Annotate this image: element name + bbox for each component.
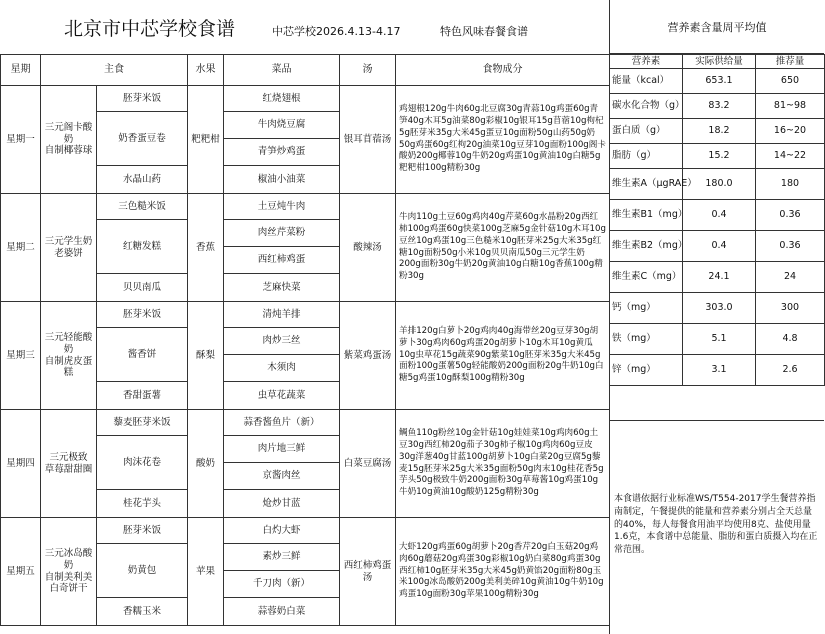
nutrition-name: 维生素B2（mg） (610, 231, 683, 262)
nutrition-name: 脂肪（g） (610, 144, 683, 169)
nut-col-recommended: 推荐量 (756, 55, 825, 69)
col-header-fruit: 水果 (188, 55, 224, 86)
dish-item: 青笋炒鸡蛋 (224, 139, 340, 166)
nutrition-name: 铁（mg） (610, 324, 683, 355)
staple-item: 水晶山药 (97, 166, 188, 194)
staple-item: 三色糙米饭 (97, 194, 188, 220)
nutrition-row (610, 200, 825, 231)
dish-item: 木须肉 (224, 355, 340, 382)
nutrition-title: 营养素含量周平均值 (609, 0, 824, 54)
nutrition-actual: 18.2 (683, 119, 756, 144)
menu-row (1, 194, 610, 220)
dish-item: 素炒三鲜 (224, 544, 340, 571)
soup-cell: 紫菜鸡蛋汤 (340, 302, 396, 410)
page-title: 北京市中芯学校食谱 (64, 18, 236, 40)
nutrition-actual: 24.1 (683, 262, 756, 293)
menu-row (1, 410, 610, 436)
staple-item: 酱香饼 (97, 328, 188, 382)
nutrition-row (610, 262, 825, 293)
nutrition-actual: 0.4 (683, 231, 756, 262)
weekly-menu-table (0, 54, 610, 626)
day-label: 星期四 (1, 410, 41, 518)
nutrition-header-row (610, 55, 825, 69)
dish-item: 西红柿鸡蛋 (224, 247, 340, 274)
nut-col-nutrient: 营养素 (610, 55, 683, 69)
nutrition-recommended: 2.6 (756, 355, 825, 386)
nutrition-name: 维生素B1（mg） (610, 200, 683, 231)
nutrition-table (609, 54, 825, 386)
col-header-dish: 菜品 (224, 55, 340, 86)
nutrition-recommended: 16~20 (756, 119, 825, 144)
nutrition-actual: 15.2 (683, 144, 756, 169)
soup-cell: 银耳苜蓿汤 (340, 86, 396, 194)
dish-item: 虫草花蔬菜 (224, 382, 340, 410)
nutrition-name: 维生素A（μgRAE） (610, 169, 683, 200)
staple-item: 胚芽米饭 (97, 86, 188, 112)
nutrition-row (610, 355, 825, 386)
dish-item: 炝炒甘蓝 (224, 490, 340, 518)
dish-item: 白灼大虾 (224, 518, 340, 544)
nutrition-recommended: 300 (756, 293, 825, 324)
snack-cell: 三元冰岛酸奶 自制美利美 白奇饼干 (41, 518, 97, 626)
day-label: 星期一 (1, 86, 41, 194)
soup-cell: 白菜豆腐汤 (340, 410, 396, 518)
nutrition-row (610, 293, 825, 324)
dish-item: 蒜香酱鱼片（新） (224, 410, 340, 436)
nutrition-actual: 653.1 (683, 69, 756, 94)
nutrition-row (610, 144, 825, 169)
ingredients-cell: 鲷鱼110g粉丝10g金针菇10g娃娃菜10g鸡肉60g土豆30g西红柿20g茄子30g柿子椒10g鸡肉60g豆皮30g洋葱40g甘蓝100g胡萝卜10g白菜20g豆腐5g藜麦15g胚芽米25g大米35g面粉50g肉末10g桂花香5g芋头50g极致牛奶200g面粉30g草莓酱10g鸡蛋10g牛奶10g黄油10g酸奶125g精粉30g (396, 410, 610, 518)
snack-cell: 三元阁卡酸奶 自制椰蓉球 (41, 86, 97, 194)
fruit-cell: 苹果 (188, 518, 224, 626)
menu-row (1, 86, 610, 112)
nutrition-actual: 0.4 (683, 200, 756, 231)
soup-cell: 酸辣汤 (340, 194, 396, 302)
nutrition-actual: 3.1 (683, 355, 756, 386)
dish-item: 土豆炖牛肉 (224, 194, 340, 220)
fruit-cell: 酸奶 (188, 410, 224, 518)
snack-cell: 三元轻能酸奶 自制虎皮蛋糕 (41, 302, 97, 410)
menu-period: 中芯学校2026.4.13-4.17 (272, 25, 401, 38)
dish-item: 肉丝芹菜粉 (224, 220, 340, 247)
nutrition-actual: 5.1 (683, 324, 756, 355)
nutrition-name: 蛋白质（g） (610, 119, 683, 144)
day-label: 星期五 (1, 518, 41, 626)
dish-item: 牛肉烧豆腐 (224, 112, 340, 139)
nutrition-recommended: 24 (756, 262, 825, 293)
nutrition-row (610, 324, 825, 355)
nutrition-note: 本食谱依据行业标准WS/T554-2017学生餐营养指南制定，午餐提供的能量和营养素分别占全天总量的40%，每人每餐食用油平均使用8克、盐使用量1.6克，本食谱中总能量、脂肪和蛋白质摄入均在正常范围。 (609, 420, 824, 634)
day-label: 星期二 (1, 194, 41, 302)
dish-item: 红烧翅根 (224, 86, 340, 112)
col-header-day: 星期 (1, 55, 41, 86)
nutrition-name: 能量（kcal） (610, 69, 683, 94)
staple-item: 藜麦胚芽米饭 (97, 410, 188, 436)
staple-item: 奶香蛋豆卷 (97, 112, 188, 166)
nutrition-recommended: 180 (756, 169, 825, 200)
nutrition-actual: 180.0 (683, 169, 756, 200)
staple-item: 奶黄包 (97, 544, 188, 598)
nutrition-name: 钙（mg） (610, 293, 683, 324)
nutrition-recommended: 0.36 (756, 231, 825, 262)
nutrition-actual: 83.2 (683, 94, 756, 119)
staple-item: 胚芽米饭 (97, 518, 188, 544)
ingredients-cell: 羊排120g白萝卜20g鸡肉40g海带丝20g豆芽30g胡萝卜30g鸡肉60g鸡蛋20g胡萝卜10g木耳10g黄瓜10g虫草花15g蔬菜90g紫菜10g胚芽米35g大米45g面粉100g蛋薯50g轻能酸奶200g面粉20g牛奶10g白糖5g鸡蛋10g酥梨100g精粉30g (396, 302, 610, 410)
ingredients-cell: 牛肉110g土豆60g鸡肉40g芹菜60g水晶粉20g西红柿100g鸡蛋60g快菜100g芝麻5g金针菇10g木耳10g豆丝10g鸡蛋10g三色糙米10g胚芽米25g大米35g红糖10g面粉50g小米10g贝贝南瓜50g三元学生奶200g面粉30g牛奶20g黄油10g白糖10g香蕉100g精粉30g (396, 194, 610, 302)
col-header-staple: 主食 (41, 55, 188, 86)
col-header-ingredients: 食物成分 (396, 55, 610, 86)
staple-item: 肉沫花卷 (97, 436, 188, 490)
nutrition-name: 碳水化合物（g） (610, 94, 683, 119)
dish-item: 蒜蓉奶白菜 (224, 598, 340, 626)
menu-header-row (1, 55, 610, 86)
ingredients-cell: 大虾120g鸡蛋60g胡萝卜20g香芹20g白玉菇20g鸡肉60g蘑菇20g鸡蛋30g彩椒10g奶白菜80g鸡蛋30g西红柿10g胚芽米35g大米45g奶黄馅20g面粉80g玉米100g冰岛酸奶200g美利美碎10g黄油10g牛奶10g鸡蛋10g面粉30g苹果100g精粉30g (396, 518, 610, 626)
dish-item: 京酱肉丝 (224, 463, 340, 490)
nutrition-row (610, 119, 825, 144)
nutrition-row (610, 169, 825, 200)
dish-item: 肉炒三丝 (224, 328, 340, 355)
nutrition-recommended: 81~98 (756, 94, 825, 119)
nutrition-recommended: 4.8 (756, 324, 825, 355)
col-header-soup: 汤 (340, 55, 396, 86)
staple-item: 贝贝南瓜 (97, 274, 188, 302)
staple-item: 香糯玉米 (97, 598, 188, 626)
soup-cell: 西红柿鸡蛋汤 (340, 518, 396, 626)
snack-cell: 三元学生奶 老婆饼 (41, 194, 97, 302)
snack-cell: 三元极致 草莓甜甜圈 (41, 410, 97, 518)
nutrition-name: 维生素C（mg） (610, 262, 683, 293)
staple-item: 红糖发糕 (97, 220, 188, 274)
fruit-cell: 粑粑柑 (188, 86, 224, 194)
nut-col-actual: 实际供给量 (683, 55, 756, 69)
nutrition-row (610, 231, 825, 262)
nutrition-row (610, 69, 825, 94)
dish-item: 椒油小油菜 (224, 166, 340, 194)
nutrition-recommended: 650 (756, 69, 825, 94)
fruit-cell: 酥梨 (188, 302, 224, 410)
dish-item: 肉片地三鲜 (224, 436, 340, 463)
nutrition-recommended: 14~22 (756, 144, 825, 169)
dish-item: 芝麻快菜 (224, 274, 340, 302)
staple-item: 桂花芋头 (97, 490, 188, 518)
dish-item: 千刀肉（新） (224, 571, 340, 598)
nutrition-actual: 303.0 (683, 293, 756, 324)
fruit-cell: 香蕉 (188, 194, 224, 302)
nutrition-panel (609, 0, 824, 634)
menu-row (1, 302, 610, 328)
day-label: 星期三 (1, 302, 41, 410)
special-menu-label: 特色风味春餐食谱 (440, 25, 528, 38)
dish-item: 清炖羊排 (224, 302, 340, 328)
menu-row (1, 518, 610, 544)
nutrition-row (610, 94, 825, 119)
nutrition-recommended: 0.36 (756, 200, 825, 231)
staple-item: 香甜蛋薯 (97, 382, 188, 410)
ingredients-cell: 鸡翅根120g牛肉60g北豆腐30g青蒜10g鸡蛋60g青笋40g木耳5g油菜80g彩椒10g银耳15g苜蓿10g枸杞5g胚芽米35g大米45g蛋豆10g面粉50g山药50g奶50g鸡蛋60g红枸20g油菜10g豆芽10g面粉100g阁卡酸奶200g椰蓉10g牛奶20g鸡蛋10g黄油10g白糖5g粑粑柑100g精粉30g (396, 86, 610, 194)
nutrition-name: 锌（mg） (610, 355, 683, 386)
staple-item: 胚芽米饭 (97, 302, 188, 328)
